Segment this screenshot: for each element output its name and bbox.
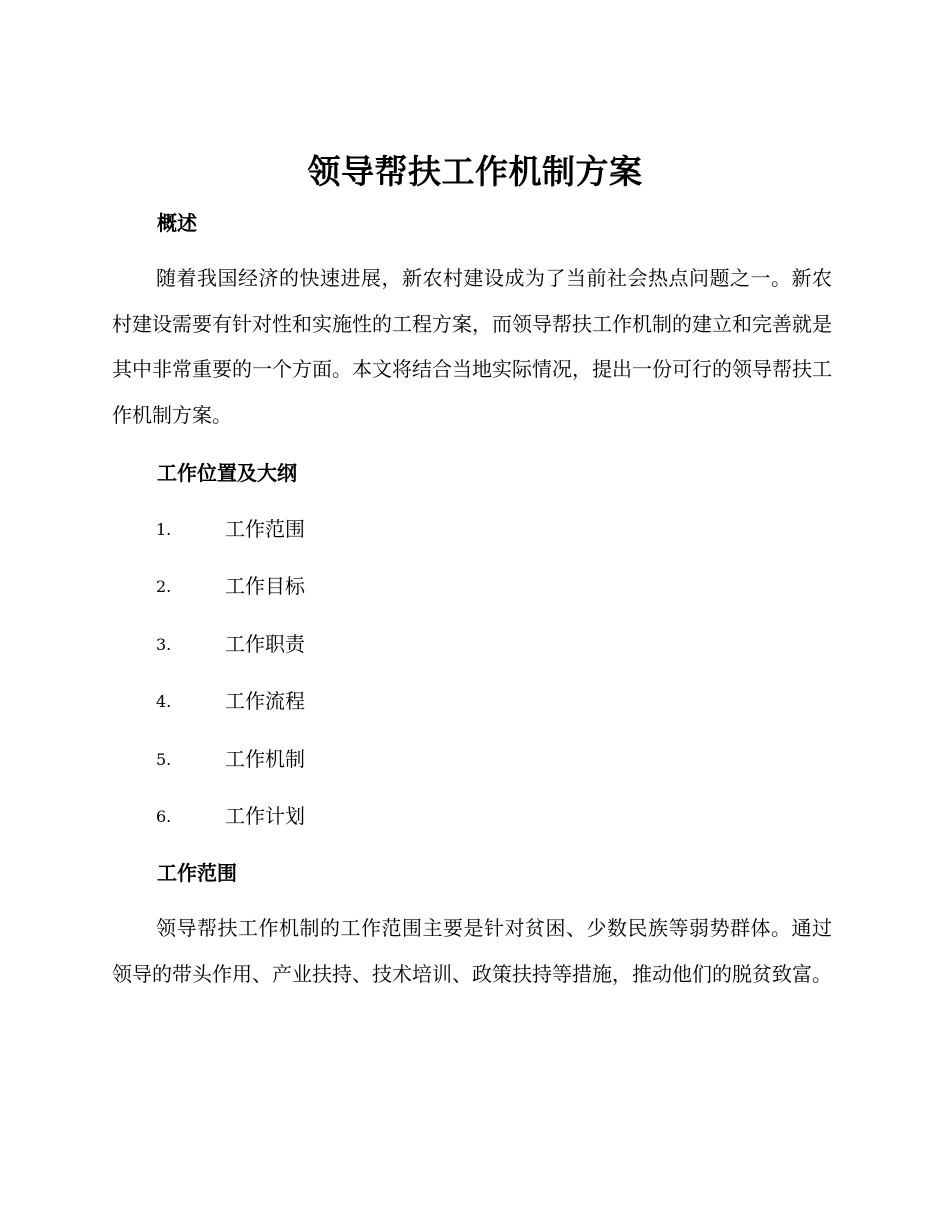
scope-paragraph: 领导帮扶工作机制的工作范围主要是针对贫困、少数民族等弱势群体。通过领导的带头作用、产业扶持、技术培训、政策扶持等措施，推动他们的脱贫致富。 [112,916,832,986]
overview-paragraph: 随着我国经济的快速进展，新农村建设成为了当前社会热点问题之一。新农村建设需要有针对性和实施性的工程方案，而领导帮扶工作机制的建立和完善就是其中非常重要的一个方面。本文将结合当地实际情况，提出一份可行的领导帮扶工作机制方案。 [112,266,832,427]
outline-item [0,744,950,801]
outline-item-label: 工作机制 [225,746,305,771]
outline-item [0,686,950,743]
outline-item-number: 6. [156,806,172,826]
outline-item-number: 1. [156,520,172,539]
outline-item-number: 4. [156,692,172,712]
outline-item-label: 工作计划 [225,803,305,828]
outline-item [0,571,950,628]
outline-item-number: 2. [156,577,172,597]
section-heading-outline: 工作位置及大纲 [157,461,297,485]
outline-item-number: 3. [156,634,172,654]
outline-item-number: 5. [156,749,172,769]
document-title: 领导帮扶工作机制方案 [307,152,643,191]
outline-item-label: 工作流程 [225,689,305,714]
outline-item [0,514,950,571]
outline-list [0,514,950,858]
outline-item [0,801,950,858]
outline-item [0,629,950,686]
outline-item-label: 工作范围 [225,517,305,541]
section-heading-overview: 概述 [157,211,197,235]
outline-item-label: 工作职责 [225,631,305,656]
section-heading-scope: 工作范围 [157,861,237,885]
outline-item-label: 工作目标 [225,574,305,599]
